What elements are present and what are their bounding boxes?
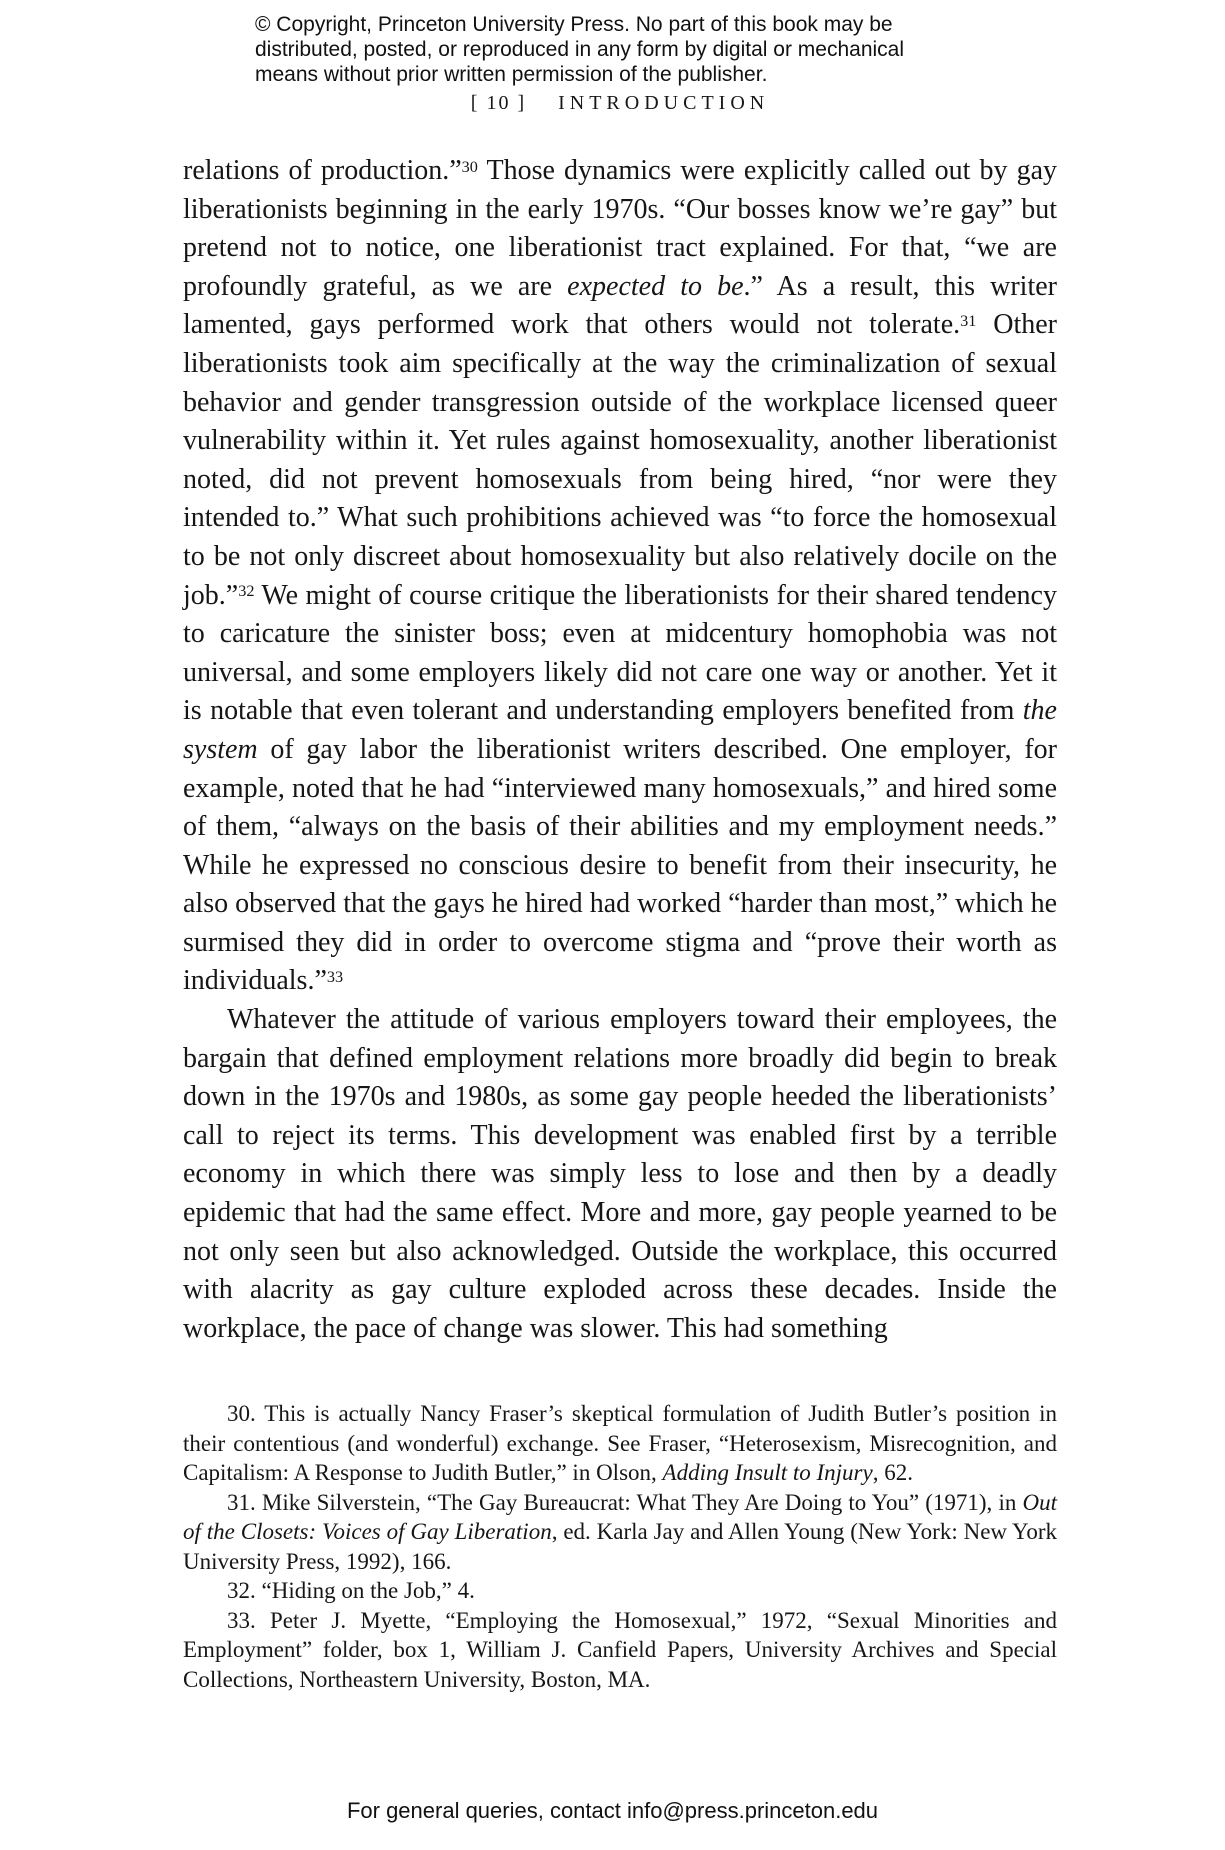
body-text (183, 152, 1057, 1348)
page-footer (0, 1798, 1225, 1824)
paragraph-1: relations of production.”$^{30}$ Those dynamics were explicitly called out by gay liberationists beginning in the early 1970s. “Our bosses know we’re gay” but pretend not to notice, one liberationist tract explained. For that, “we are profoundly grateful, as we are expected to be.” As a result, this writer lamented, gays performed work that others would not tolerate.$^{31}$ Other liberationists took aim specifically at the way the criminalization of sexual behavior and gender transgression outside of the workplace licensed queer vulnerability within it. Yet rules against homosexuality, another liberationist noted, did not prevent homosexuals from being hired, “nor were they intended to.” What such prohibitions achieved was “to force the homosexual to be not only discreet about homosexuality but also relatively docile on the job.”$^{32}$ We might of course critique the liberationists for their shared tendency to caricature the sinister boss; even at midcentury homophobia was not universal, and some employers likely did not care one way or another. Yet it is notable that even tolerant and understanding employers benefited from the system of gay labor the liberationist writers described. One employer, for example, noted that he had “interviewed many homosexuals,” and hired some of them, “always on the basis of their abilities and my employment needs.” While he expressed no conscious desire to benefit from their insecurity, he also observed that the gays he hired had worked “harder than most,” which he surmised they did in order to overcome stigma and “prove their worth as individuals.”$^{33}$ (183, 155, 1057, 997)
footnotes-block (183, 1399, 1057, 1694)
footnote-30: 30. This is actually Nancy Fraser’s skeptical formulation of Judith Butler’s position in their contentious (and wonderful) exchange. See Fraser, “Heterosexism, Misrecognition, and Capitalism: A Response to Judith Butler,” in Olson, Adding Insult to Injury, 62. (183, 1401, 1057, 1485)
queries-contact-text: For general queries, contact info@press.princeton.edu (346, 1798, 879, 1823)
copyright-line-1: © Copyright, Princeton University Press. No part of this book may be (255, 13, 893, 36)
page-number: [ 10 ] (470, 92, 527, 114)
copyright-line-2: distributed, posted, or reproduced in any form by digital or mechanical (255, 38, 905, 61)
footnote-32: 32. “Hiding on the Job,” 4. (227, 1578, 475, 1603)
footnote-33: 33. Peter J. Myette, “Employing the Homosexual,” 1972, “Sexual Minorities and Employment” folder, box 1, William J. Canfield Papers, University Archives and Special Collections, Northeastern University, Boston, MA. (183, 1607, 1057, 1692)
copyright-line-3: means without prior written permission of the publisher. (255, 63, 768, 86)
paragraph-2: Whatever the attitude of various employers toward their employees, the bargain that defined employment relations more broadly did begin to break down in the 1970s and 1980s, as some gay people heeded the liberationists’ call to reject its terms. This development was enabled first by a terrible economy in which there was simply less to lose and then by a deadly epidemic that had the same effect. More and more, gay people yearned to be not only seen but also acknowledged. Outside the workplace, this occurred with alacrity as gay culture exploded across these decades. Inside the workplace, the pace of change was slower. This had something (183, 1004, 1057, 1344)
copyright-notice (255, 12, 904, 87)
chapter-title: INTRODUCTION (558, 92, 770, 114)
running-head (183, 92, 1057, 115)
footnote-31: 31. Mike Silverstein, “The Gay Bureaucrat: What They Are Doing to You” (1971), in Out of the Closets: Voices of Gay Liberation, ed. Karla Jay and Allen Young (New York: New York University Press, 1992), 166. (183, 1489, 1057, 1574)
